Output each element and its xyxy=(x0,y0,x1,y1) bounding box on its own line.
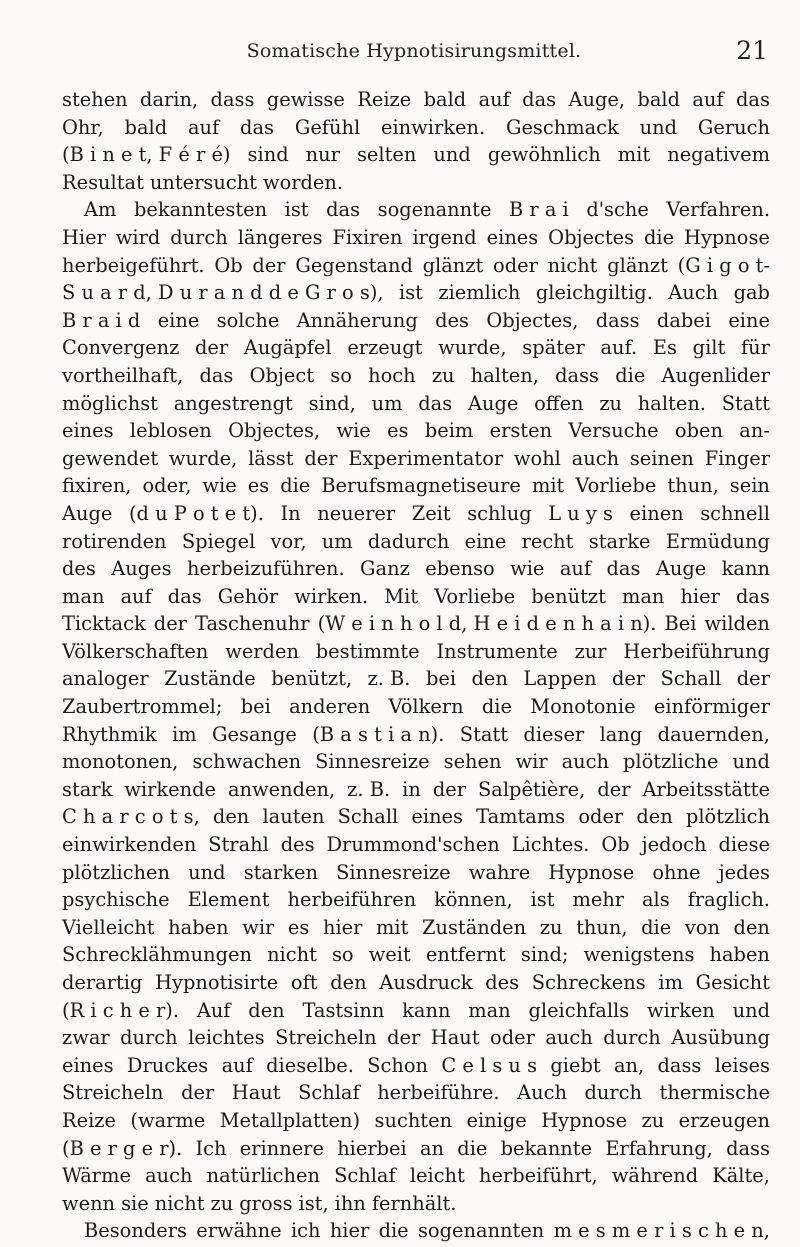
text-line: (B i n e t, F é r é) sind nur selten und gewöhnlich mit negativem xyxy=(62,143,770,167)
text-line: gewendet wurde, lässt der Experimentator wohl auch seinen Finger xyxy=(62,446,770,470)
text-line: herbeigeführt. Ob der Gegenstand glänzt oder nicht glänzt (G i g o t- xyxy=(62,253,770,277)
text-line: Streicheln der Haut Schlaf herbeiführe. Auch durch thermische xyxy=(62,1081,770,1105)
text-line: möglichst angestrengt sind, um das Auge offen zu halten. Statt xyxy=(62,391,770,415)
page-number: 21 xyxy=(736,36,768,65)
text-line: Auge (d u P o t e t). In neuerer Zeit schlug L u y s einen schnell xyxy=(62,501,770,525)
text-line: Besonders erwähne ich hier die sogenannten m e s m e r i s c h e n, xyxy=(84,1219,770,1243)
text-line: C h a r c o t s, den lauten Schall eines Tamtams oder den plötzlich xyxy=(62,805,770,829)
text-line: (B e r g e r). Ich erinnere hierbei an die bekannte Erfahrung, dass xyxy=(62,1136,770,1160)
text-line: stark wirkende anwenden, z. B. in der Salpêtière, der Arbeitsstätte xyxy=(62,777,770,801)
text-line: Rhythmik im Gesange (B a s t i a n). Statt dieser lang dauernden, xyxy=(62,722,770,746)
text-line: Völkerschaften werden bestimmte Instrumente zur Herbeiführung xyxy=(62,639,770,663)
text-line: wenn sie nicht zu gross ist, ihn fernhält. xyxy=(62,1191,457,1215)
running-title: Somatische Hypnotisirungsmittel. xyxy=(246,40,582,62)
text-line: psychische Element herbeiführen können, ist mehr als fraglich. xyxy=(62,888,770,912)
text-line: Schrecklähmungen nicht so weit entfernt sind; wenigstens haben xyxy=(62,943,770,967)
text-line: Wärme auch natürlichen Schlaf leicht herbeiführt, während Kälte, xyxy=(62,1164,770,1188)
text-line: Hier wird durch längeres Fixiren irgend eines Objectes die Hypnose xyxy=(62,225,770,249)
text-line: des Auges herbeizuführen. Ganz ebenso wie auf das Auge kann xyxy=(62,557,770,581)
text-line: eines leblosen Objectes, wie es beim ersten Versuche oben an- xyxy=(62,419,770,443)
text-line: plötzlichen und starken Sinnesreize wahre Hypnose ohne jedes xyxy=(62,860,770,884)
text-line: derartig Hypnotisirte oft den Ausdruck des Schreckens im Gesicht xyxy=(62,971,770,994)
text-line: zwar durch leichtes Streicheln der Haut oder auch durch Ausübung xyxy=(62,1026,770,1050)
text-line: Zaubertrommel; bei anderen Völkern die Monotonie einförmiger xyxy=(62,695,770,719)
text-line: man auf das Gehör wirken. Mit Vorliebe benützt man hier das xyxy=(62,584,770,608)
text-line: einwirkenden Strahl des Drummond'schen Lichtes. Ob jedoch diese xyxy=(62,833,770,857)
text-line: Am bekanntesten ist das sogenannte B r a i d'sche Verfahren. xyxy=(84,198,770,222)
text-line: Reize (warme Metallplatten) suchten einige Hypnose zu erzeugen xyxy=(62,1108,770,1132)
body-text xyxy=(62,86,770,1245)
text-line: eines Druckes auf dieselbe. Schon C e l s u s giebt an, dass leises xyxy=(62,1053,770,1077)
text-line: B r a i d eine solche Annäherung des Objectes, dass dabei eine xyxy=(62,308,770,332)
text-line: fixiren, oder, wie es die Berufsmagnetiseure mit Vorliebe thun, sein xyxy=(62,474,770,498)
text-line: monotonen, schwachen Sinnesreize sehen wir auch plötzliche und xyxy=(62,750,770,774)
text-line: S u a r d, D u r a n d d e G r o s), ist ziemlich gleichgiltig. Auch gab xyxy=(62,281,770,305)
text-line: analoger Zustände benützt, z. B. bei den Lappen der Schall der xyxy=(62,667,770,691)
text-line: Vielleicht haben wir es hier mit Zuständen zu thun, die von den xyxy=(62,915,770,939)
text-line: (R i c h e r). Auf den Tastsinn kann man gleichfalls wirken und xyxy=(62,998,770,1022)
text-line: Convergenz der Augäpfel erzeugt wurde, später auf. Es gilt für xyxy=(62,336,770,360)
running-head xyxy=(60,36,768,70)
text-line: rotirenden Spiegel vor, um dadurch eine recht starke Ermüdung xyxy=(62,529,770,553)
text-line: Ohr, bald auf das Gefühl einwirken. Geschmack und Geruch xyxy=(62,115,770,139)
text-line: Resultat untersucht worden. xyxy=(62,170,344,194)
text-line: Ticktack der Taschenuhr (W e i n h o l d, H e i d e n h a i n). Bei wilden xyxy=(62,612,770,636)
text-line: stehen darin, dass gewisse Reize bald auf das Auge, bald auf das xyxy=(62,88,770,111)
text-line: vortheilhaft, das Object so hoch zu halten, dass die Augenlider xyxy=(62,363,770,387)
